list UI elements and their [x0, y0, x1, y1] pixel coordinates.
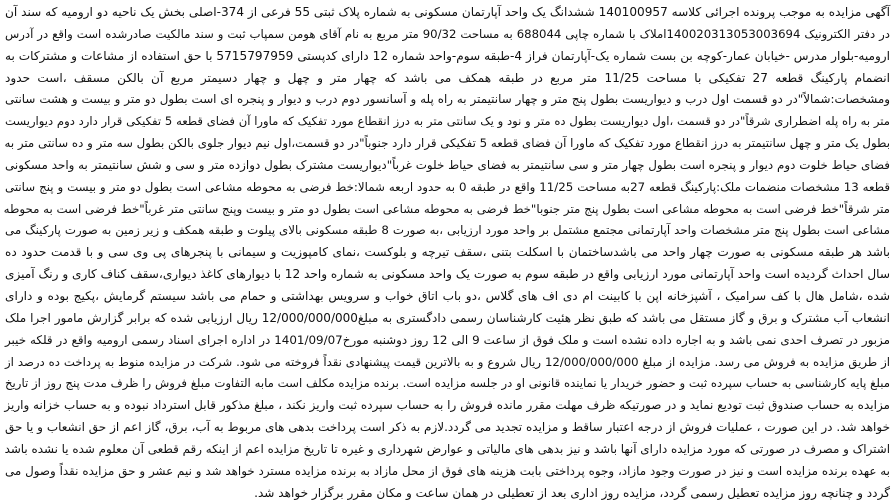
- notice-line: مزبور در تصرف احدی نمی باشد و به اجاره داده نشده است و ملک فوق از ساعت 9 الی 12 روز دوشنبه مورخ1401/09/07 در اداره اجرای اسناد رسمی ارومیه واقع در قلکه خیبر: [5, 332, 890, 347]
- notice-line: مبلغ پایه کارشناسی به حساب سپرده ثبت و حضور خریدار یا نماینده قانونی او در جلسه مزایده است. برنده مزایده مکلف است مابه التفاوت مبلغ فروش را ظرف مدت پنج روز از تاریخ: [5, 376, 890, 391]
- notice-line: مشاعی است بطول پنج متر مشخصات واحد آپارتمانی مجتمع مشتمل بر واحد مورد ارزیابی ،به صورت 8 طبقه مسکونی بالای پیلوت و طبقه همکف و زیر زمین به صورت پارکینگ می: [5, 223, 890, 238]
- notice-line: متر به راه پله اضطراری شرقاً"در دو قسمت ،اول دیواریست بطول ده متر و نود و یک سانتی متر به درز انقطاع مورد تفکیک که ماورا آن فضای قطعه 5 تفکیکی قرار دارد دوم دیواریست: [5, 114, 890, 129]
- notice-line: بطول یک متر و چهل سانتیمتر به درز انقطاع مورد تفکیک که ماورا آن فضای قطعه 5 تفکیکی قرار دارد جنوباً"در دو قسمت،اول نیم دیوار جلوی بالکن بطول سه متر و ده سانتی متر به: [4, 136, 890, 151]
- notice-line: اشتراک و مصرف در صورتی که مورد مزایده دارای آنها باشد و نیز بدهی های مالیاتی و عوارض شهرداری و غیره تا تاریخ مزایده اعم از اینکه رقم قطعی آن معلوم شده یا نشده باشد: [4, 441, 890, 456]
- notice-line: سال احداث گردیده است واحد آپارتمانی مورد ارزیابی واقع در طبقه سوم به صورت یک واحد مسکونی به شماره واحد 12 با دیوارهای کاغذ دیواری،سقف کناف کاری و رنگ آمیزی: [5, 267, 890, 282]
- notice-line: قطعه 13 مشخصات منضمات ملک:پارکینگ قطعه 27به مساحت 11/25 واقع در طبقه 0 به حدود اربعه شمالا:خط فرضی به محوطه مشاعی است بطول دو متر و بیست و پنج سانتی: [5, 179, 890, 194]
- notice-line: ارومیه-بلوار مدرس -خیابان عمار-کوچه بن بست شماره یک-آپارتمان فراز 4-طبقه سوم-واحد شماره 12 دارای کدپستی 5715797959 با حق استفاده از مشاعات و مشترکات به: [5, 48, 891, 63]
- notice-line: ومشخصات:شمالاً"در دو قسمت اول درب و دیواریست بطول پنج متر و چهار سانتیمتر به راه پله و آسانسور دوم درب و دیوار و پنجره ای است بطول دو متر و بیست و هشت سانتی: [5, 92, 890, 107]
- notice-line: متر شرقاً"خط فرضی است به محوطه مشاعی است بطول پنج متر جنوبا"خط فرضی به محوطه مشاعی است بطول دو متر و بیست وپنج سانتی متر غرباً"خط فرضی است به محوطه: [3, 201, 890, 216]
- notice-line: خواهد شد. در این صورت ، عملیات فروش از درجه اعتبار ساقط و مزایده تجدید می گردد.لازم به ذکر است پرداخت بدهی های مربوط به آب، برق، گاز اعم از حق انشعاب و یا حق: [5, 420, 890, 435]
- notice-line: مزایده به حساب صندوق ثبت تودیع نماید و در صورتیکه ظرف مهلت مقرر مانده فروش را به حساب سپرده ثبت واریز نکند ، مبلغ مذکور قابل استرداد نبوده و به حساب خزانه واریز: [4, 398, 890, 413]
- notice-line: آگهی مزایده به موجب پرونده اجرائی کلاسه 140100957 ششدانگ یک واحد آپارتمان مسکونی به شماره پلاک ثبتی 55 فرعی از 374-اصلی بخش یک ناحیه دو ارومیه که سند آن: [5, 5, 890, 19]
- notice-line: از طریق مزایده به فروش می رسد. مزایده از مبلغ 12/000/000/000 ریال شروع و به بالاترین قیمت پیشنهادی نقداً فروخته می شود. شرکت در مزایده منوط به پرداخت ده درصد از: [5, 354, 890, 369]
- notice-line: انشعاب آب مشترک و برق و گاز مستقل می باشد که طبق نظر هئیت کارشناسان رسمی دادگستری به مبلغ12/000/000/000 ریال ارزیابی شده که برابر گزارش مامور اجرا ملک: [5, 310, 891, 325]
- notice-line: در دفتر الکترونیک 140020313053003694املاک با شماره چاپی 688044 به مساحت 90/32 متر مربع به نام آقای هومن سمپاب ثبت و سند مالکیت صادرشده است واقع در آدرس: [5, 26, 890, 41]
- notice-line-last: گردد و چنانچه روز مزایده تعطیل رسمی گردد، مزایده روز اداری بعد از تعطیلی در همان ساعت و مکان مقرر برگزار خواهد شد.: [254, 485, 890, 500]
- notice-line: باشد هر طبقه مسکونی به صورت چهار واحد می باشدساختمان با اسکلت بتنی ،سقف تیرچه و بلوکست ،نمای کامپوزیت و سیمانی با پنجرهای پی وی سی و با قدمت حدود ده: [5, 245, 890, 260]
- notice-line: به عهده برنده مزایده است و نیز در صورت وجود مازاد، وجوه پرداختی بابت هزینه های فوق از محل مازاد به برنده مزایده مسترد خواهد شد و نیم عشر و حق مزایده نقداً وصول می: [5, 463, 890, 478]
- notice-line: فضای حیاط خلوت دوم دیوار و پنجره است بطول چهار متر و سی سانتیمتر به فضای حیاط خلوت غرباً"دیواریست مشترک بطول دوازده متر و سی و شش سانتیمتر به واحد مسکونی: [5, 157, 890, 172]
- notice-line: شده ،شامل هال با کف سرامیک ، آشپزخانه اپن با کابینت ام دی اف های گلاس ،دو باب اتاق خواب و سرویس بهداشتی و حمام می باشد سیستم گرمایش ،پکیج بوده و دارای: [5, 288, 890, 303]
- notice-line: انضمام پارکینگ قطعه 27 تفکیکی با مساحت 11/25 متر مربع در طبقه همکف می باشد که چهار متر و چهل و چهار دسیمتر مربع آن بالکن مسقف ،است حدود: [5, 70, 890, 85]
